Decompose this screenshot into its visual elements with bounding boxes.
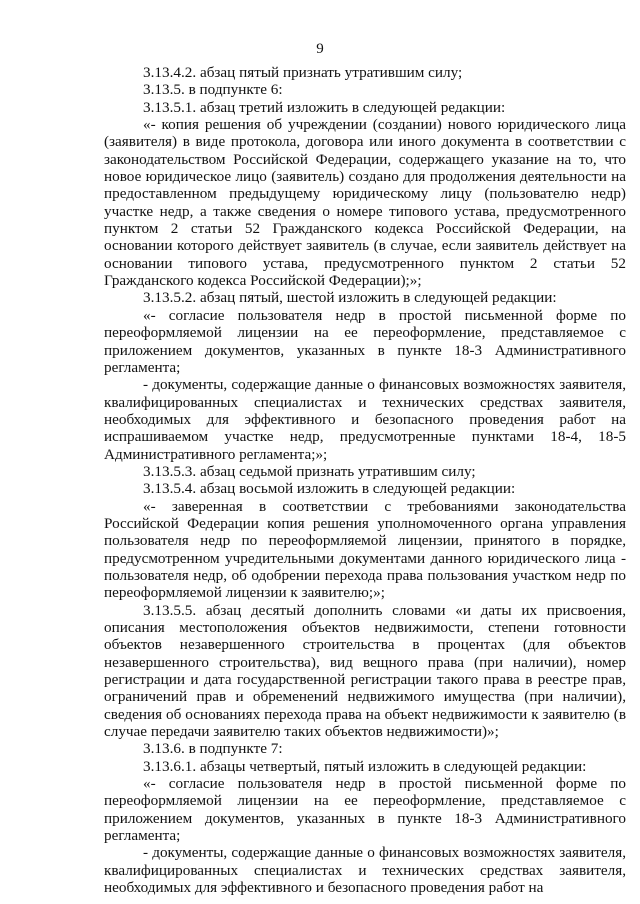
- paragraph-3-13-5-1: 3.13.5.1. абзац третий изложить в следующей редакции:: [143, 98, 506, 116]
- page-number: 9: [316, 41, 324, 57]
- paragraph-3-13-5: 3.13.5. в подпункте 6:: [143, 81, 283, 99]
- paragraph-3-13-6: 3.13.6. в подпункте 7:: [143, 740, 283, 758]
- paragraph-quote-certified-copy: «- заверенная в соответствии с требованиями законодательства Российской Федерации копия решения уполномоченного органа управления пользователя недр по переоформляемой лицензии, принятого в порядке, предусмотренном учредительными документами данного юридического лица - пользователя недр, об одобрении перехода права пользования участком недр по переоформляемой лицензии к заявителю;»;: [104, 497, 626, 602]
- paragraph-3-13-5-5: 3.13.5.5. абзац десятый дополнить словами «и даты их присвоения, описания местоположения объектов недвижимости, степени готовности объектов незавершенного строительства в процентах (для объектов незавершенного строительства), вид вещного права (при наличии), номер регистрации и дата государственной регистрации такого права в реестре прав, ограничений прав и обременений недвижимого имущества (при наличии), сведения об основаниях перехода права на объект недвижимости к заявителю (в случае передачи заявителю таких объектов недвижимости)»;: [104, 601, 626, 741]
- paragraph-quote-consent: «- согласие пользователя недр в простой письменной форме по переоформляемой лицензии на ее переоформление, представляемое с приложением документов, указанных в пункте 18-3 Административного регламента;: [104, 306, 626, 376]
- paragraph-3-13-6-1: 3.13.6.1. абзацы четвертый, пятый изложить в следующей редакции:: [143, 757, 587, 775]
- paragraph-3-13-5-2: 3.13.5.2. абзац пятый, шестой изложить в следующей редакции:: [143, 289, 557, 307]
- paragraph-financial-documents: - документы, содержащие данные о финансовых возможностях заявителя, квалифицированных специалистах и технических средствах заявителя, необходимых для эффективного и безопасного проведения работ на испрашиваемом участке недр, предусмотренные пунктами 18-4, 18-5 Административного регламента;»;: [104, 376, 626, 463]
- paragraph-quote-decision-copy: «- копия решения об учреждении (создании) нового юридического лица (заявителя) в виде протокола, договора или иного документа в соответствии с законодательством Российской Федерации, содержащего указание на то, что новое юридическое лицо (заявитель) создано для продолжения деятельности на предоставленном предыдущему юридическому лицу (пользователю недр) участке недр, а также сведения о номере типового устава, предусмотренного пунктом 2 статьи 52 Гражданского кодекса Российской Федерации, на основании которого действует заявитель (в случае, если заявитель действует на основании типового устава, предусмотренного пунктом 2 статьи 52 Гражданского кодекса Российской Федерации);»;: [104, 116, 626, 290]
- paragraph-3-13-5-3: 3.13.5.3. абзац седьмой признать утратившим силу;: [143, 462, 476, 480]
- paragraph-3-13-4-2: 3.13.4.2. абзац пятый признать утратившим силу;: [143, 64, 463, 81]
- paragraph-3-13-5-4: 3.13.5.4. абзац восьмой изложить в следующей редакции:: [143, 480, 516, 498]
- document-body: [104, 64, 626, 897]
- paragraph-quote-consent-2: «- согласие пользователя недр в простой письменной форме по переоформляемой лицензии на ее переоформление, представляемое с приложением документов, указанных в пункте 18-3 Административного регламента;: [104, 775, 626, 845]
- paragraph-financial-documents-2: - документы, содержащие данные о финансовых возможностях заявителя, квалифицированных специалистах и технических средствах заявителя, необходимых для эффективного и безопасного проведения работ на: [104, 844, 626, 897]
